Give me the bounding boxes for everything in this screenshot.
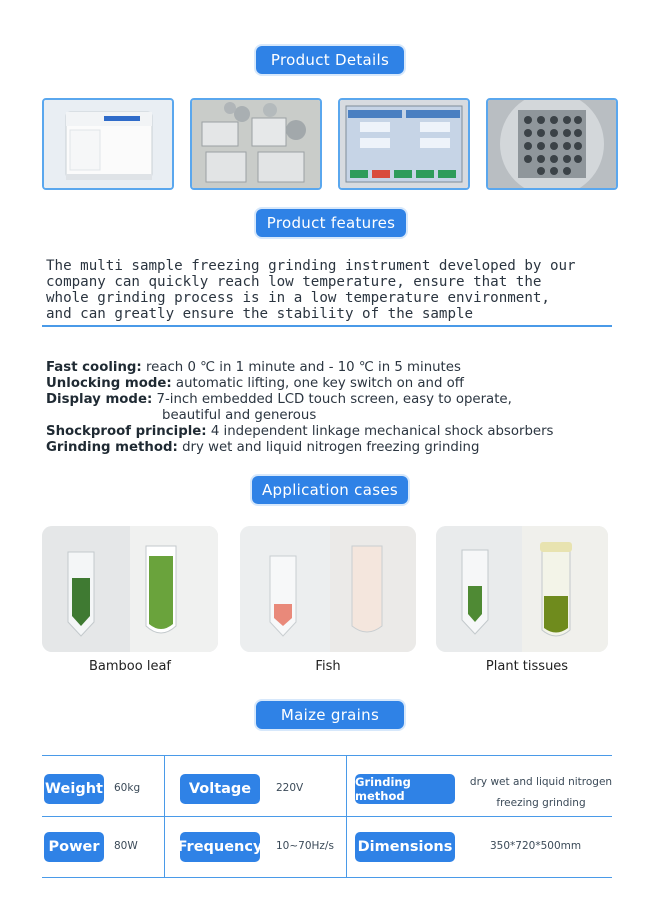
power-label: Power [44, 832, 104, 862]
case-caption: Plant tissues [485, 659, 569, 674]
weight-label: Weight [44, 774, 104, 804]
table-border [164, 755, 165, 877]
voltage-value: 220V [276, 782, 304, 794]
voltage-label: Voltage [180, 774, 260, 804]
intro-paragraph [46, 258, 606, 322]
product-features-header: Product features [256, 209, 406, 237]
fish-photo [240, 526, 416, 652]
grinding-value-line: freezing grinding [496, 797, 586, 809]
sample-plate-photo [486, 98, 618, 190]
table-border [346, 755, 347, 877]
case-caption: Bamboo leaf [89, 659, 171, 674]
feature-item: Fast cooling: reach 0 ℃ in 1 minute and - 10 ℃ in 5 minutes [46, 360, 461, 375]
intro-line: The multi sample freezing grinding instrument developed by our [46, 258, 576, 274]
maize-grains-header: Maize grains [256, 701, 404, 729]
application-cases-header: Application cases [252, 476, 408, 504]
lcd-screen-photo [338, 98, 470, 190]
table-border [42, 877, 612, 878]
feature-item: Display mode: 7-inch embedded LCD touch screen, easy to operate, [46, 392, 512, 407]
frequency-value: 10~70Hz/s [276, 840, 334, 852]
intro-line: company can quickly reach low temperature, ensure that the [46, 274, 542, 290]
plant-tissues-photo [436, 526, 608, 652]
instrument-photo [42, 98, 174, 190]
grinding-method-value [462, 772, 620, 814]
feature-item: Shockproof principle: 4 independent linkage mechanical shock absorbers [46, 424, 554, 439]
dimensions-value: 350*720*500mm [490, 840, 582, 852]
table-border [42, 816, 612, 817]
grinding-method-label: Grinding method [355, 774, 455, 804]
divider [42, 325, 612, 327]
frequency-label: Frequency [180, 832, 260, 862]
table-border [42, 755, 612, 756]
intro-line: and can greatly ensure the stability of the sample [46, 306, 474, 322]
feature-item: Grinding method: dry wet and liquid nitrogen freezing grinding [46, 440, 480, 455]
dimensions-label: Dimensions [355, 832, 455, 862]
power-value: 80W [114, 840, 138, 852]
grinding-value-line: dry wet and liquid nitrogen [469, 776, 613, 788]
bamboo-leaf-photo [42, 526, 218, 652]
intro-line: whole grinding process is in a low temperature environment, [46, 290, 550, 306]
grinding-adapters-photo [190, 98, 322, 190]
feature-item: Unlocking mode: automatic lifting, one key switch on and off [46, 376, 464, 391]
feature-continuation: beautiful and generous [162, 408, 317, 423]
product-details-header: Product Details [256, 46, 404, 74]
case-caption: Fish [315, 659, 341, 674]
weight-value: 60kg [114, 782, 141, 794]
feature-list [46, 360, 626, 456]
